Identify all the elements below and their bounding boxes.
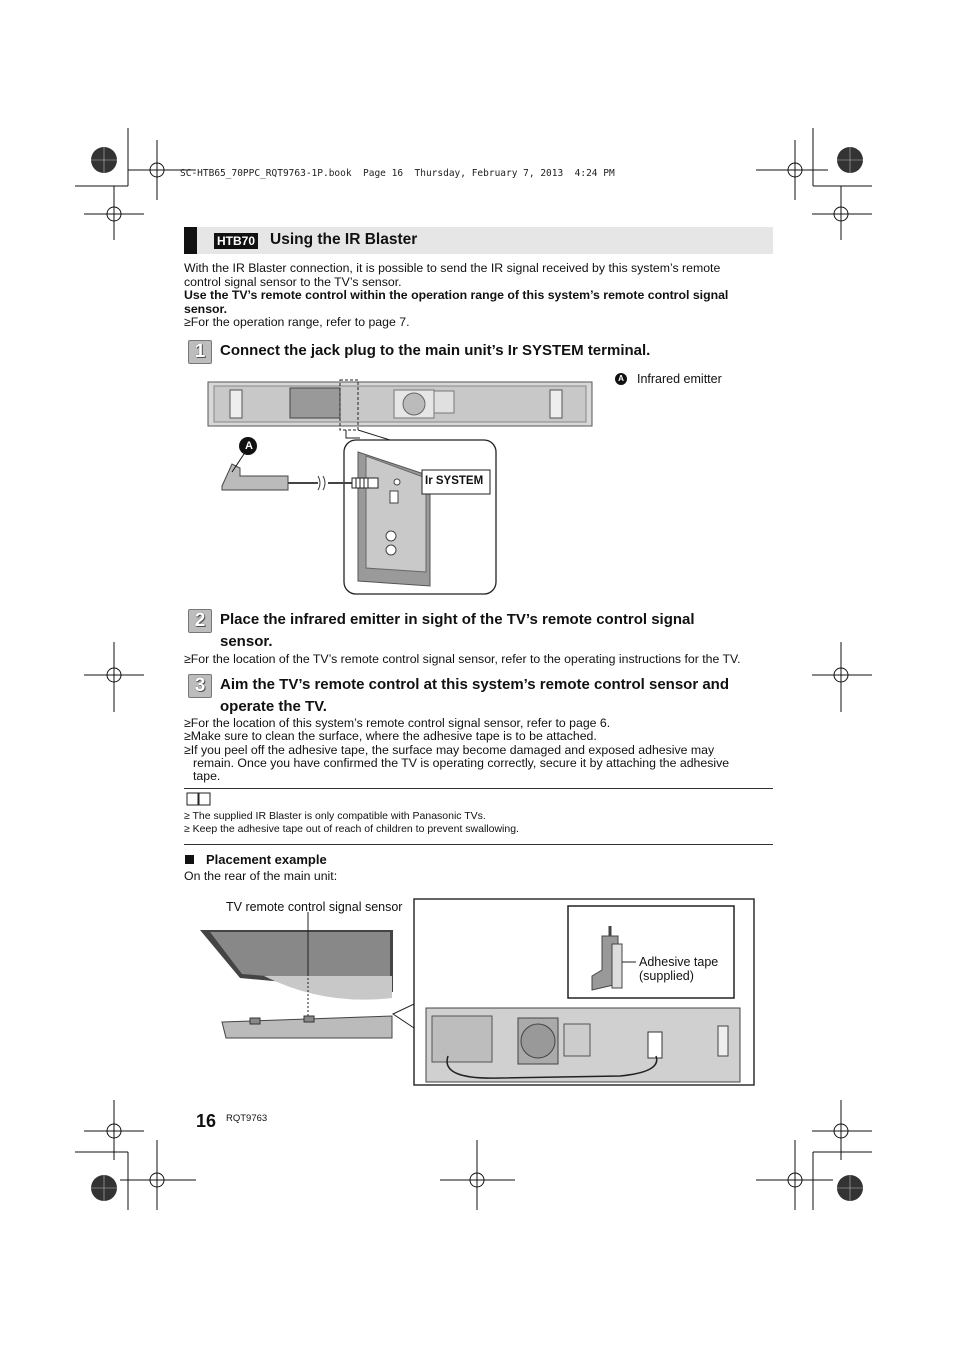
title-bar-block: [184, 227, 197, 254]
ir-system-label: Ir SYSTEM: [425, 475, 484, 487]
list-item: tape.: [193, 769, 221, 784]
page-number: 16: [196, 1111, 217, 1131]
step-2-line-2: sensor.: [220, 633, 273, 650]
intro-bold-1: Use the TV’s remote control within the operation range of this system’s remote control signal: [184, 288, 729, 303]
intro-text: [184, 262, 784, 330]
notes-bottom-rule: [184, 844, 773, 845]
legend-infrared-emitter: Infrared emitter: [637, 372, 722, 386]
marker-a-label: A: [245, 440, 253, 452]
list-item: ≥Make sure to clean the surface, where the adhesive tape is to be attached.: [184, 729, 597, 744]
adhesive-tape-label-2: (supplied): [639, 968, 694, 983]
notes-top-rule: [184, 788, 773, 789]
step-2-number: 2: [188, 609, 212, 633]
list-item: remain. Once you have confirmed the TV is operating correctly, secure it by attaching the adhesive: [193, 755, 730, 770]
placement-heading: Placement example: [206, 852, 327, 867]
list-item: ≥ Keep the adhesive tape out of reach of children to prevent swallowing.: [184, 823, 519, 835]
step-3-line-1: Aim the TV’s remote control at this system’s remote control sensor and: [220, 676, 730, 693]
placement-subtitle: On the rear of the main unit:: [184, 869, 338, 883]
intro-line-1: With the IR Blaster connection, it is possible to send the IR signal received by this system’s remote: [184, 261, 721, 275]
list-item: ≥ The supplied IR Blaster is only compatible with Panasonic TVs.: [184, 810, 486, 822]
figure-ir-connection: [200, 376, 600, 598]
step-1-text: Connect the jack plug to the main unit’s Ir SYSTEM terminal.: [220, 342, 651, 359]
tv-sensor-label: TV remote control signal sensor: [226, 900, 403, 914]
adhesive-tape-label-1: Adhesive tape: [639, 955, 719, 969]
step-1-number: 1: [188, 340, 212, 364]
section-title: Using the IR Blaster: [270, 231, 418, 248]
figure-placement: [200, 896, 760, 1088]
adhesive-tape-label: [639, 956, 718, 983]
square-bullet-icon: [185, 855, 194, 864]
step-3-line-2: operate the TV.: [220, 698, 327, 715]
intro-bold-2: sensor.: [184, 301, 228, 316]
notes-list: [184, 810, 519, 836]
list-item: ≥If you peel off the adhesive tape, the surface may become damaged and exposed adhesive may: [184, 742, 715, 757]
model-tag: HTB70: [214, 233, 258, 249]
step-2-bullet: ≥For the location of the TV’s remote control signal sensor, refer to the operating instructions for the TV.: [184, 652, 741, 666]
legend-marker-a: A: [615, 373, 627, 385]
intro-bullet: ≥For the operation range, refer to page 7.: [184, 315, 410, 330]
list-item: ≥For the location of this system’s remote control signal sensor, refer to page 6.: [184, 716, 611, 730]
step-3-number: 3: [188, 674, 212, 698]
intro-line-2: control signal sensor to the TV’s sensor.: [184, 274, 402, 289]
document-code: RQT9763: [226, 1113, 268, 1124]
book-icon: [186, 792, 212, 806]
step-3-bullets: [184, 717, 774, 783]
book-header-line: SC-HTB65_70PPC_RQT9763-1P.book Page 16 Thursday, February 7, 2013 4:24 PM: [180, 168, 615, 179]
section-title-bar: [184, 227, 773, 254]
step-2-line-1: Place the infrared emitter in sight of the TV’s remote control signal: [220, 611, 695, 628]
